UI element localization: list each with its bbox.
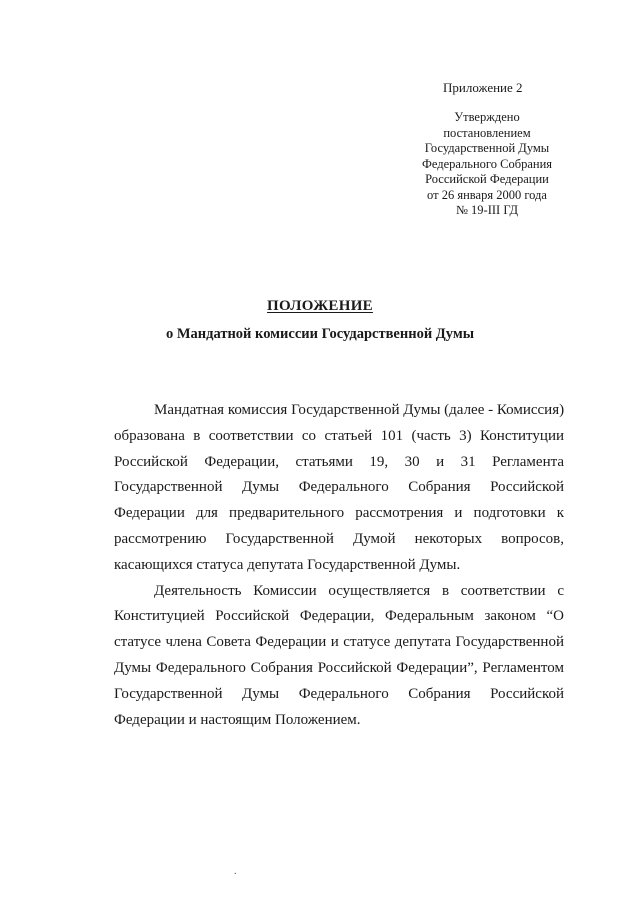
paragraph-line: Мандатная комиссия Государственной Думы (далее - Комиссия) <box>154 402 565 418</box>
appendix-label: Приложение 2 <box>443 80 523 95</box>
paragraph-line: рассмотрению Государственной Думой некоторых вопросов, <box>114 530 564 547</box>
paragraph-line: Федерации и настоящим Положением. <box>114 711 361 728</box>
paragraph-line: Думы Федерального Собрания Российской Федерации”, Регламентом <box>114 659 564 676</box>
paragraph-line: касающихся статуса депутата Государственной Думы. <box>114 556 461 573</box>
paragraph-line: Российской Федерации, статьями 19, 30 и 31 Регламента <box>114 453 564 470</box>
paragraph-line: Деятельность Комиссии осуществляется в соответствии с <box>154 582 564 599</box>
approval-block <box>412 110 562 219</box>
approval-line: постановлением <box>443 125 531 140</box>
approval-line: Федерального Собрания <box>421 156 553 171</box>
paragraph-line: Государственной Думы Федерального Собрания Российской <box>114 685 564 702</box>
approval-line: Государственной Думы <box>424 141 550 155</box>
approval-line: от 26 января 2000 года <box>427 187 547 202</box>
document-body <box>74 398 564 733</box>
approval-line: Российской Федерации <box>425 172 549 186</box>
paragraph-1 <box>74 398 564 579</box>
paragraph-line: Конституцией Российской Федерации, Федеральным законом “О <box>114 608 564 625</box>
approval-line: Утверждено <box>454 110 520 124</box>
paragraph-line: Федерации для предварительного рассмотрения и подготовки к <box>114 505 564 522</box>
paragraph-line: образована в соответствии со статьей 101 (часть 3) Конституции <box>114 427 564 444</box>
paragraph-line: Государственной Думы Федерального Собрания Российской <box>114 479 564 496</box>
paragraph-2 <box>74 579 564 734</box>
document-subtitle: о Мандатной комиссии Государственной Думы <box>165 326 475 342</box>
document-title: ПОЛОЖЕНИЕ <box>267 298 373 314</box>
page-mark: . <box>234 866 237 877</box>
approval-line: № 19-III ГД <box>456 203 518 217</box>
paragraph-line: статусе члена Совета Федерации и статусе депутата Государственной <box>114 634 564 651</box>
